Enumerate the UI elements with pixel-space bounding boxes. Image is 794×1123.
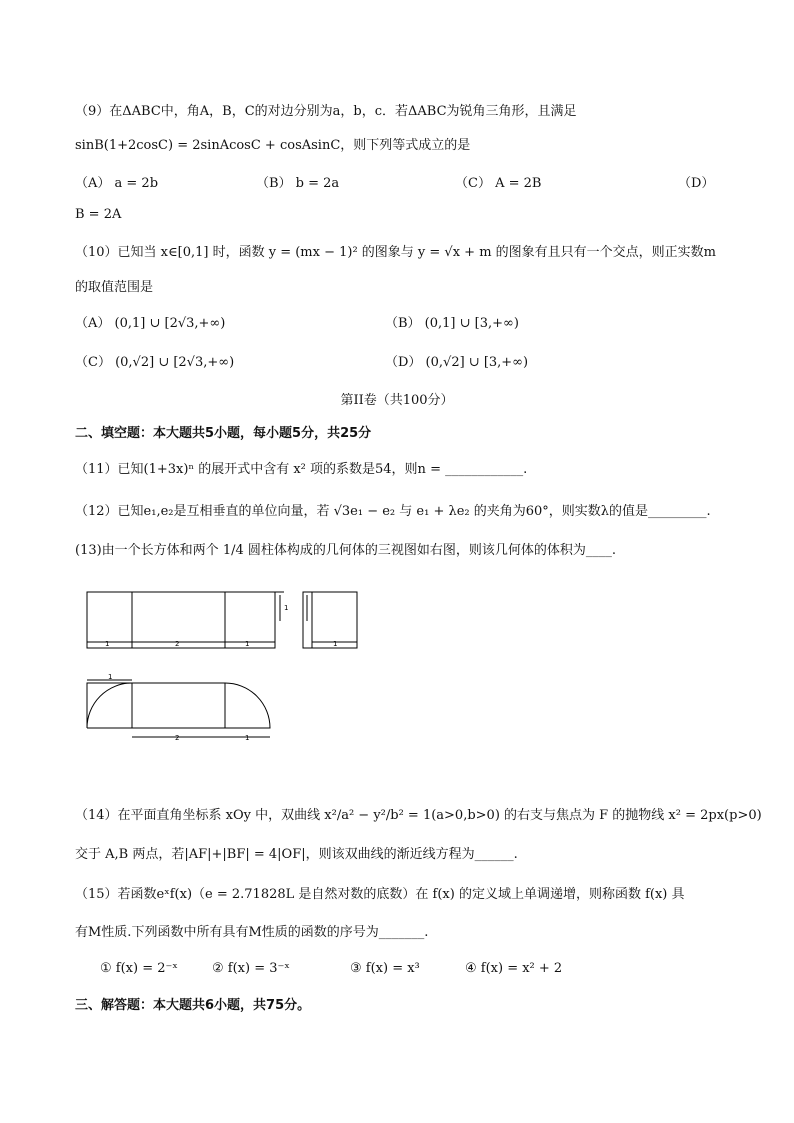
q9-option-a: （A） a = 2b [75,176,159,191]
q14-line1: （14）在平面直角坐标系 xOy 中，双曲线 x²/a² − y²/b² = 1(a>0,b>0) 的右支与焦点为 F 的抛物线 x² = 2px(p>0) [75,808,762,823]
fig-dim-1e: 1 [108,673,113,681]
fig-dim-1a: 1 [105,640,110,648]
q9-line1: （9）在ΔABC中，角A，B，C的对边分别为a，b，c．若ΔABC为锐角三角形，且满足 [75,104,577,119]
q9-option-c: （C） A = 2B [455,176,542,191]
q15-option-1: ① f(x) = 2⁻ˣ [100,961,178,976]
q9-line2: sinB(1+2cosC) = 2sinAcosC + cosAsinC，则下列等式成立的是 [75,138,471,153]
fig-dim-1b: 1 [245,640,250,648]
q10-option-a: （A） (0,1] ∪ [2√3,+∞) [75,316,226,331]
q10-option-c: （C） (0,√2] ∪ [2√3,+∞) [75,355,235,370]
fig-dim-2b: 2 [175,734,180,742]
q10-option-d: （D） (0,√2] ∪ [3,+∞) [385,355,529,370]
q9-option-d: （D） [678,176,715,191]
q15-option-3: ③ f(x) = x³ [350,961,420,976]
fig-dim-2a: 2 [175,640,180,648]
part-two-title: 第II卷（共100分） [340,393,454,408]
section-three-heading: 三、解答题：本大题共6小题，共75分。 [75,998,311,1013]
q10-option-b: （B） (0,1] ∪ [3,+∞) [385,316,519,331]
q11: （11）已知(1+3x)ⁿ 的展开式中含有 x² 项的系数是54，则n = ____________. [75,462,528,477]
q15-line1: （15）若函数eˣf(x)（e = 2.71828L 是自然对数的底数）在 f(x) 的定义域上单调递增，则称函数 f(x) 具 [75,887,685,902]
q9-option-d-value: B = 2A [75,207,122,222]
section-two-heading: 二、填空题：本大题共5小题，每小题5分，共25分 [75,426,372,441]
q10-line1: （10）已知当 x∈[0,1] 时，函数 y = (mx − 1)² 的图象与 y = √x + m 的图象有且只有一个交点，则正实数m [75,245,716,260]
q14-line2: 交于 A,B 两点，若|AF|+|BF| = 4|OF|，则该双曲线的渐近线方程为______. [75,847,518,862]
q13: (13)由一个长方体和两个 1/4 圆柱体构成的几何体的三视图如右图，则该几何体的体积为____. [75,543,617,558]
q15-line2: 有M性质.下列函数中所有具有M性质的函数的序号为_______. [75,925,429,940]
fig-dim-1c: 1 [284,604,289,612]
q9-option-b: （B） b = 2a [256,176,340,191]
q15-option-2: ② f(x) = 3⁻ˣ [212,961,290,976]
q10-line2: 的取值范围是 [75,280,154,295]
q15-option-4: ④ f(x) = x² + 2 [465,961,563,976]
q12: （12）已知e₁,e₂是互相垂直的单位向量，若 √3e₁ − e₂ 与 e₁ + λe₂ 的夹角为60°，则实数λ的值是_________. [75,504,711,519]
fig-dim-1d: 1 [333,640,338,648]
fig-dim-1f: 1 [245,734,250,742]
